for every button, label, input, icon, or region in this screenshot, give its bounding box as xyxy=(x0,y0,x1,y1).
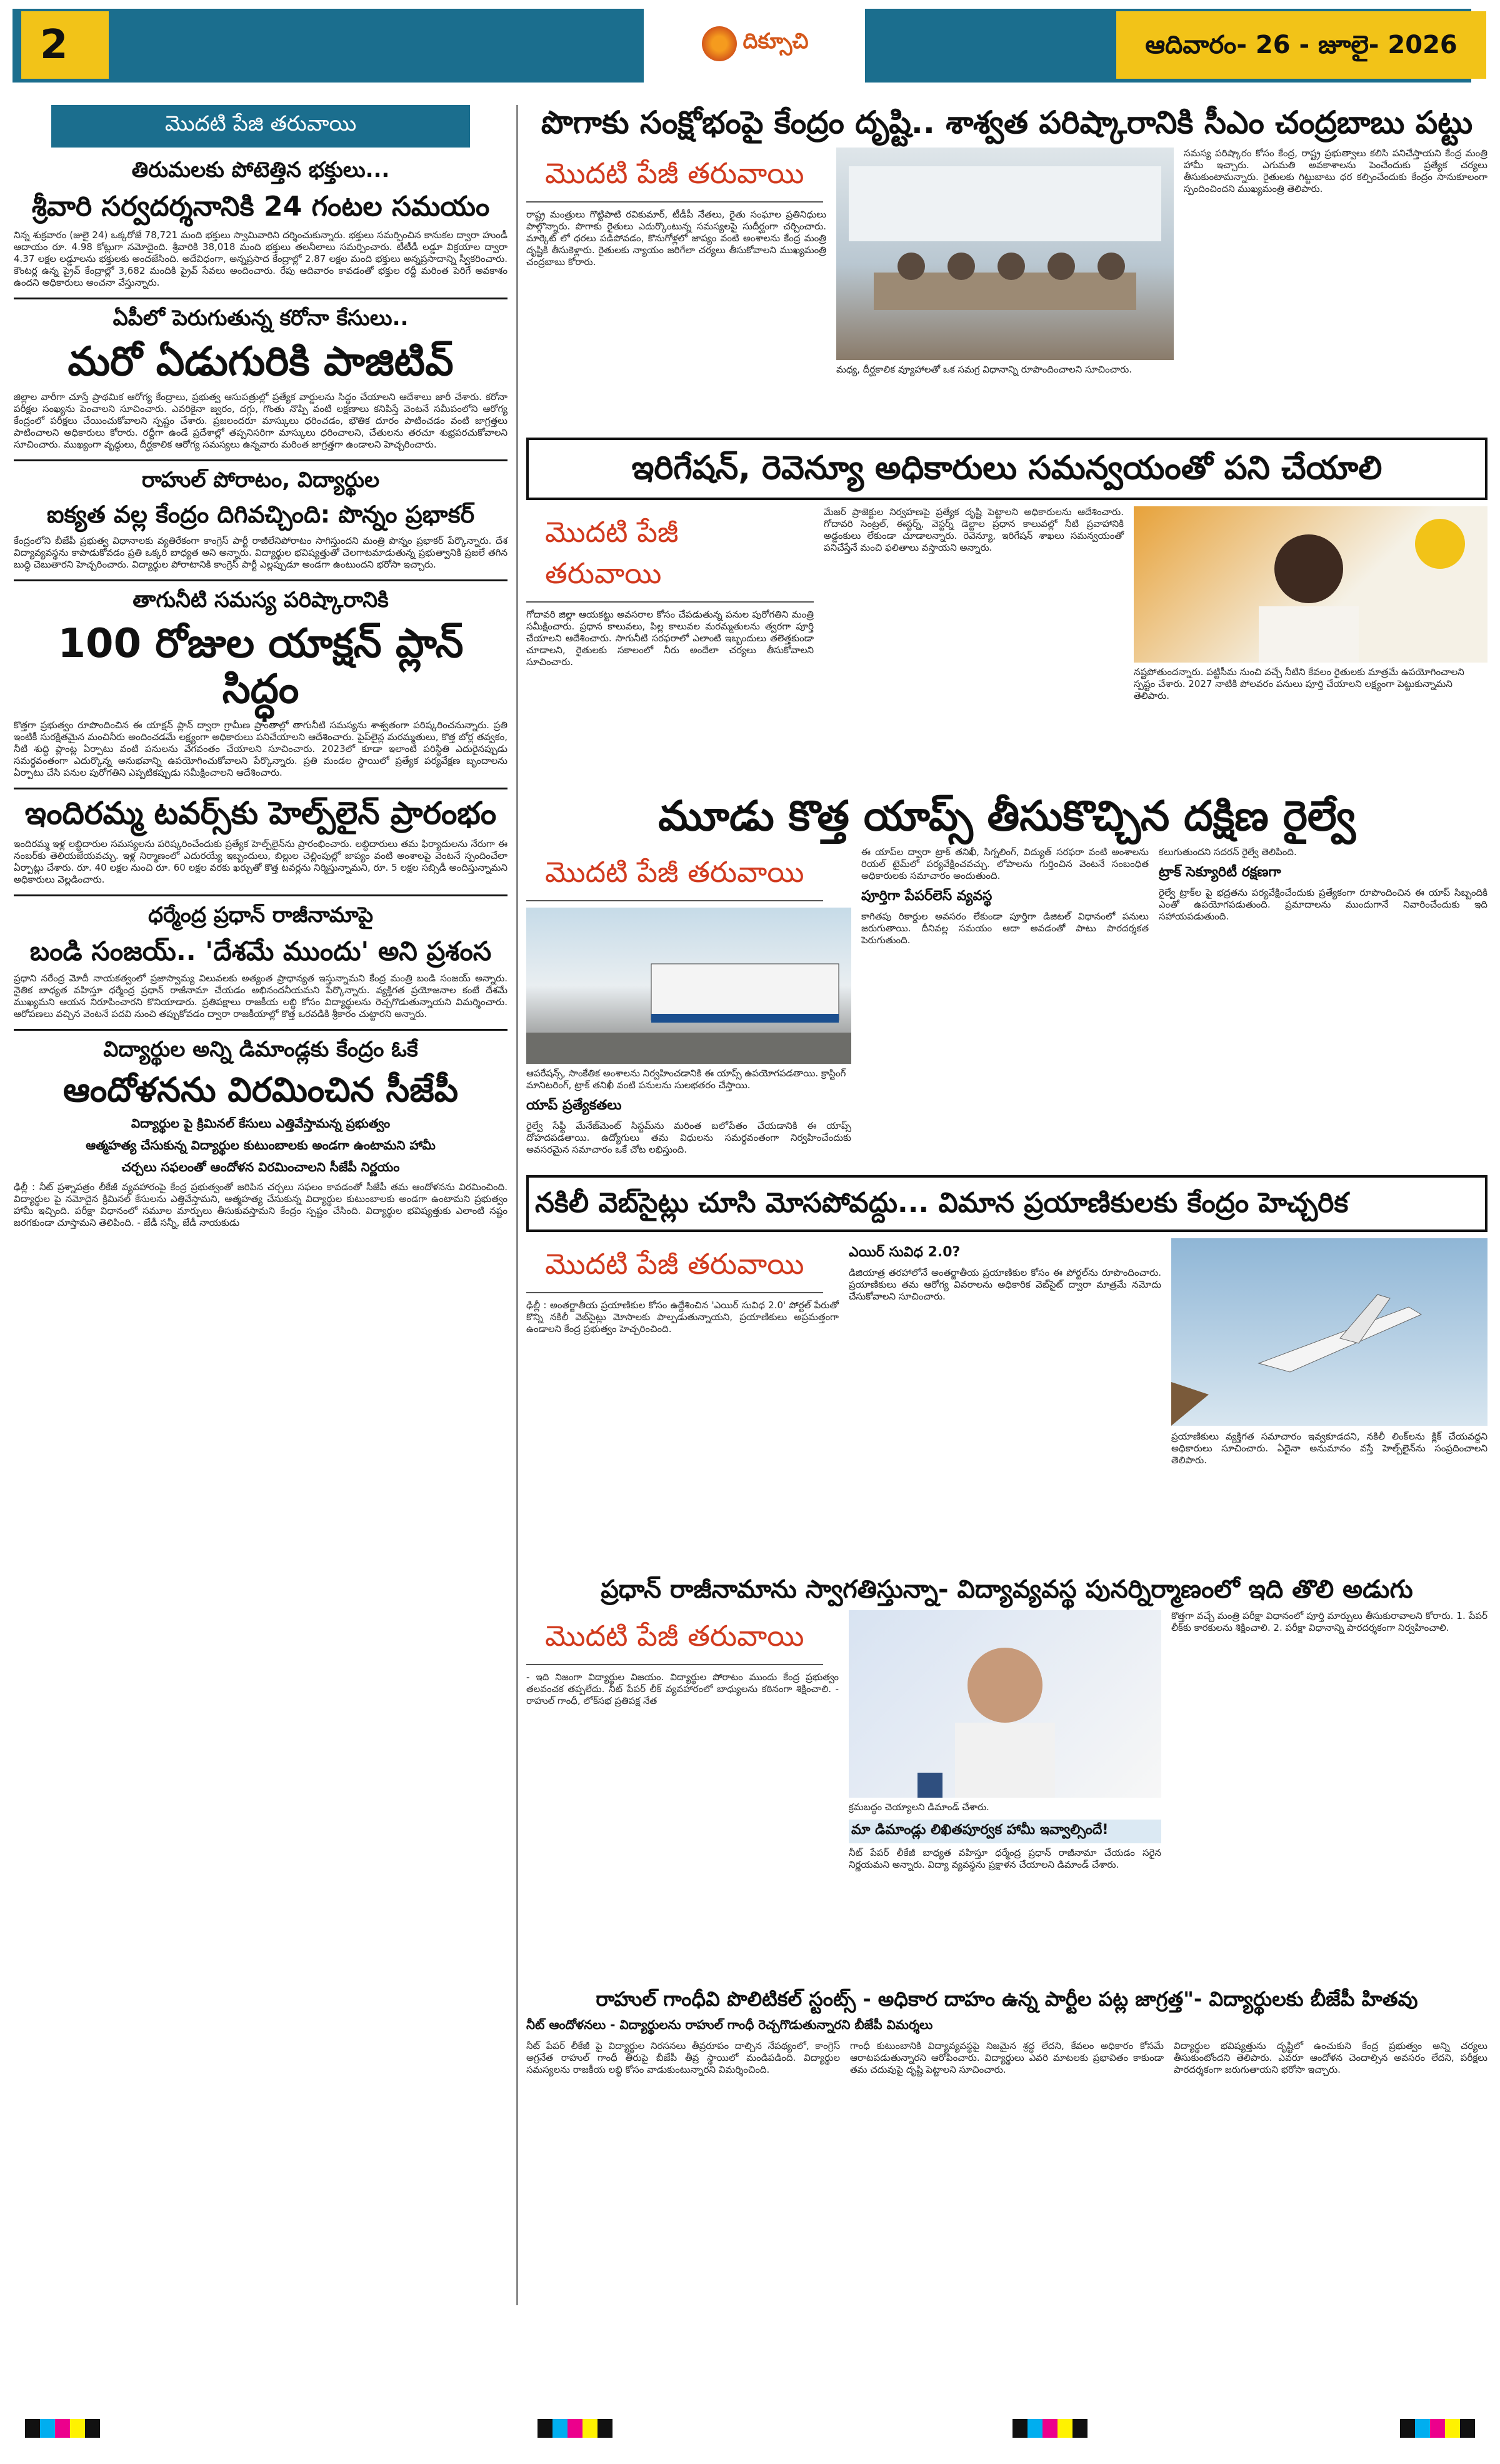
story-text: గోదావరి జిల్లా ఆయకట్టు అవసరాల కోసం చేపడుతున్న పనుల పురోగతిని మంత్రి సమీక్షించారు. ప్రధాన కాలువలు, పిల్ల కాలువల మరమ్మతులను త్వరగా పూర్తి చేయాలని ఆదేశించారు. సాగునీటి సరఫరాలో ఎలాంటి ఇబ్బందులు తలెత్తకుండా చూడాలని, రైతులకు సకాలంలో నీరు అందేలా చర్యలు తీసుకోవాలని సూచించారు. xyxy=(526,608,814,668)
divider xyxy=(14,788,508,789)
story-subkicker: విద్యార్థుల పై క్రిమినల్ కేసులు ఎత్తివేస్తామన్న ప్రభుత్వం xyxy=(131,1115,391,1131)
story-headline: ఆందోళనను విరమించిన సీజేపీ xyxy=(62,1069,459,1109)
story-bjp-warning xyxy=(526,1988,1488,2388)
train-illustration xyxy=(526,908,851,1064)
left-column xyxy=(14,105,508,2305)
story-text: రైల్వే సేఫ్టీ మేనేజ్‌మెంట్ సిస్టమ్‌ను మరింత బలోపేతం చేయడానికి ఈ యాప్స్ దోహదపడతాయి. ఉద్యోగులు తమ విధులను సమర్థవంతంగా నిర్వహించేందుకు అవసరమైన సమాచారం ఒకే చోట లభిస్తుంది. xyxy=(526,1119,851,1155)
story-irrigation xyxy=(526,438,1488,750)
story-headline: శ్రీవారి సర్వదర్శనానికి 24 గంటల సమయం xyxy=(31,191,490,223)
story-text: ఢిల్లీ : అంతర్జాతీయ ప్రయాణికుల కోసం ఉద్దేశించిన 'ఎయిర్ సువిధ 2.0' పోర్టల్ పేరుతో కొన్ని నకిలీ వెబ్‌సైట్లు మోసాలకు పాల్పడుతున్నాయని, ప్రయాణికులు అప్రమత్తంగా ఉండాలని కేంద్ర ప్రభుత్వం హెచ్చరించింది. xyxy=(526,1299,839,1335)
story-fake-websites xyxy=(526,1175,1488,1575)
photo-caption: క్రమబద్ధం చెయ్యాలని డిమాండ్ చేశారు. xyxy=(849,1801,989,1813)
subheading: యాప్ ప్రత్యేకతలు xyxy=(526,1097,622,1113)
minister-photo xyxy=(1134,506,1488,663)
issue-date: ఆదివారం- 26 - జూలై- 2026 xyxy=(1116,11,1486,79)
story-text: రైల్వే ట్రాక్‌ల పై భద్రతను పర్యవేక్షించేందుకు ప్రత్యేకంగా రూపొందించిన ఈ యాప్ సిబ్బందికి ఎంతో ఉపయోగపడుతుంది. ప్రమాదాలను ముందుగానే నివారించేందుకు ఇది సహాయపడుతుంది. xyxy=(1159,886,1488,922)
story-headline: ఇందిరమ్మ టవర్స్‌కు హెల్ప్‌లైన్ ప్రారంభం xyxy=(24,795,497,832)
photo-caption: ఆపరేషన్స్, సాంకేతిక అంశాలను నిర్వహించడానికి ఈ యాప్స్ ఉపయోగపడతాయి. క్రాస్టింగ్ మానిటరింగ్, ట్రాక్ తనిఖీ వంటి పనులను సులభతరం చేస్తాయి. xyxy=(526,1067,846,1091)
story-text: నీట్ పేపర్ లీకేజీ పై విద్యార్థుల నిరసనలు తీవ్రరూపం దాల్చిన నేపథ్యంలో, కాంగ్రెస్ అగ్రనేత రాహుల్ గాంధీ తీరుపై బీజేపీ తీవ్ర స్థాయిలో మండిపడింది. విద్యార్థుల సమస్యలను రాజకీయ లబ్ధి కోసం వాడుకుంటున్నారని విమర్శించింది. xyxy=(526,2040,840,2075)
color-bar xyxy=(538,2419,612,2438)
left-story-bandi xyxy=(14,903,508,1020)
subheading: నీట్ ఆందోళనలు - విద్యార్థులను రాహుల్ గాంధీ రెచ్చగొడుతున్నారని బీజేపీ విమర్శలు xyxy=(526,2016,933,2032)
story-tobacco xyxy=(526,105,1488,443)
story-headline: పొగాకు సంక్షోభంపై కేంద్రం దృష్టి.. శాశ్వత పరిష్కారానికి సీఎం చంద్రబాబు పట్టు xyxy=(541,104,1473,141)
divider xyxy=(14,894,508,896)
subheading: పూర్తిగా పేపర్‌లెస్ వ్యవస్థ xyxy=(861,888,992,904)
story-headline: ప్రధాన్ రాజీనామాను స్వాగతిస్తున్నా- విద్యావ్యవస్థ పునర్నిర్మాణంలో ఇది తొలి అడుగు xyxy=(601,1575,1413,1604)
left-story-ponnam xyxy=(14,468,508,571)
story-headline: రాహుల్ గాంధీవి పొలిటికల్ స్టంట్స్ - అధికార దాహం ఉన్న పార్టీల పట్ల జాగ్రత్త"- విద్యార్థులకు బీజేపీ హితవు xyxy=(596,1987,1418,2011)
color-bar xyxy=(1400,2419,1475,2438)
story-body: ప్రధాని నరేంద్ర మోదీ నాయకత్వంలో ప్రజాస్వామ్య విలువలకు అత్యంత ప్రాధాన్యత ఇస్తున్నామని కేంద్ర మంత్రి బండి సంజయ్ అన్నారు. నైతిక బాధ్యత వహిస్తూ ధర్మేంద్ర ప్రధాన్ రాజీనామా చేయడం అభినందనీయమని పేర్కొన్నారు. వ్యక్తిగత ప్రయోజనాల కంటే దేశమే ముఖ్యమని ఆయన నిరూపించారని కొనియాడారు. ప్రతిపక్షాలు రాజకీయ లబ్ధి కోసం విద్యార్థులను రెచ్చగొడుతున్నాయని విమర్శించారు. ఆరోపణలు వచ్చిన వెంటనే పదవి నుంచి తప్పుకోవడం ద్వారా రాజకీయాల్లో కొత్త ఒరవడికి శ్రీకారం చుట్టారని అన్నారు. xyxy=(14,972,508,1019)
story-kicker: తిరుమలకు పోటెత్తిన భక్తులు... xyxy=(131,158,390,183)
continued-tag: మొదటి పేజీ తరువాయి xyxy=(526,853,823,901)
left-story-water xyxy=(14,588,508,779)
story-text: సమస్య పరిష్కారం కోసం కేంద్ర, రాష్ట్ర ప్రభుత్వాలు కలిసి పనిచేస్తాయని కేంద్ర మంత్రి హామీ ఇచ్చారు. ఎగుమతి అవకాశాలను పెంచేందుకు ప్రత్యేక చర్యలు తీసుకుంటామన్నారు. రైతులకు గిట్టుబాటు ధర కల్పించేందుకు కేంద్రం సానుకూలంగా స్పందించిందని ముఖ్యమంత్రి తెలిపారు. xyxy=(1184,147,1488,194)
story-headline: మూడు కొత్త యాప్స్ తీసుకొచ్చిన దక్షిణ రైల్వే xyxy=(658,792,1356,840)
story-text: డిజియాత్ర తరహాలోనే అంతర్జాతీయ ప్రయాణికుల కోసం ఈ పోర్టల్‌ను రూపొందించారు. ప్రయాణికులు తమ ఆరోగ్య వివరాలను అధికారిక వెబ్‌సైట్ ద్వారా మాత్రమే నమోదు చేసుకోవాలని సూచించారు. xyxy=(849,1266,1161,1302)
compass-logo-icon xyxy=(702,26,737,61)
color-bar xyxy=(25,2419,100,2438)
story-headline: బండి సంజయ్‌.. 'దేశమే ముందు' అని ప్రశంస xyxy=(29,935,492,966)
continued-tag: మొదటి పేజీ తరువాయి xyxy=(526,1616,823,1665)
story-kicker: తాగునీటి సమస్య పరిష్కారానికి xyxy=(132,587,389,613)
left-story-indiramma xyxy=(14,796,508,886)
divider xyxy=(14,1029,508,1031)
story-headline: నకిలీ వెబ్‌సైట్లు చూసి మోసపోవద్దు... విమాన ప్రయాణికులకు కేంద్రం హెచ్చరిక xyxy=(526,1175,1488,1232)
story-text: గాంధీ కుటుంబానికి విద్యావ్యవస్థపై నిజమైన శ్రద్ధ లేదని, కేవలం అధికారం కోసమే ఆరాటపడుతున్నారని ఆరోపించారు. విద్యార్థులు ఎవరి మాటలకు ప్రభావితం కాకుండా తమ చదువుపై దృష్టి పెట్టాలని సూచించారు. xyxy=(850,2040,1164,2075)
color-bar xyxy=(1012,2419,1088,2438)
print-registration-marks xyxy=(0,2419,1500,2456)
story-kicker: విద్యార్థుల అన్ని డిమాండ్లకు కేంద్రం ఓకే xyxy=(103,1036,418,1062)
left-story-tirumala xyxy=(14,158,508,289)
story-body: జిల్లాల వారీగా చూస్తే ప్రాథమిక ఆరోగ్య కేంద్రాలు, ప్రభుత్వ ఆసుపత్రుల్లో ప్రత్యేక వార్డులను సిద్ధం చేయాలని ఆదేశాలు జారీ చేశారు. కరోనా పరీక్షల సంఖ్యను పెంచాలని సూచించారు. ఎవరికైనా జ్వరం, దగ్గు, గొంతు నొప్పి వంటి లక్షణాలు కనిపిస్తే వెంటనే సమీపంలోని ఆరోగ్య కేంద్రంలో పరీక్షలు చేయించుకోవాలని స్పష్టం చేశారు. ప్రజలందరూ మాస్కులు ధరించడం, భౌతిక దూరం పాటించడం వంటి జాగ్రత్తలు పాటించాలని అధికారులు కోరారు. రద్దీగా ఉండే ప్రదేశాల్లో తప్పనిసరిగా మాస్కులు ధరించాలని, చేతులను తరచూ శుభ్రపరచుకోవాలని సూచించారు. ముఖ్యంగా వృద్ధులు, దీర్ఘకాలిక ఆరోగ్య సమస్యలు ఉన్నవారు మరింత జాగ్రత్తగా ఉండాలని హెచ్చరించారు. xyxy=(14,391,508,451)
train-photo xyxy=(526,908,851,1064)
story-text: కొత్తగా వచ్చే మంత్రి పరీక్షా విధానంలో పూర్తి మార్పులు తీసుకురావాలని కోరారు. 1. పేపర్ లీక్‌కు కారకులను శిక్షించాలి. 2. పరీక్షా విధానాన్ని పారదర్శకంగా నిర్వహించాలి. xyxy=(1171,1610,1488,1633)
rahul-photo xyxy=(849,1610,1161,1798)
story-railway-apps xyxy=(526,792,1488,1155)
minister-illustration xyxy=(1134,506,1484,663)
story-text: ఈ యాప్‌ల ద్వారా ట్రాక్ తనిఖీ, సిగ్నలింగ్, విద్యుత్ సరఫరా వంటి అంశాలను రియల్ టైమ్‌లో పర్యవేక్షించవచ్చు. లోపాలను గుర్తించిన వెంటనే సంబంధిత అధికారులకు సమాచారం అందుతుంది. xyxy=(861,846,1149,881)
column-separator xyxy=(516,105,518,2305)
continued-tag: మొదటి పేజీ తరువాయి xyxy=(526,513,814,603)
story-headline: ఇరిగేషన్, రెవెన్యూ అధికారులు సమన్వయంతో పని చేయాలి xyxy=(526,438,1488,500)
story-text: ప్రయాణికులు వ్యక్తిగత సమాచారం ఇవ్వకూడదని, నకిలీ లింక్‌లను క్లిక్ చేయవద్దని అధికారులు సూచించారు. ఏదైనా అనుమానం వస్తే హెల్ప్‌లైన్‌ను సంప్రదించాలని తెలిపారు. xyxy=(1171,1430,1488,1466)
continued-tag: మొదటి పేజీ తరువాయి xyxy=(526,154,823,203)
story-subkicker: చర్చలు సఫలంతో ఆందోళన విరమించాలని సీజేపీ నిర్ణయం xyxy=(121,1159,400,1174)
rahul-illustration xyxy=(849,1610,1161,1798)
story-body: కేంద్రంలోని బీజేపీ ప్రభుత్వ విధానాలకు వ్యతిరేకంగా కాంగ్రెస్ పార్టీ రాజీలేనిపోరాటం సాగిస్తుందని మంత్రి పొన్నం ప్రభాకర్ పేర్కొన్నారు. దేశ విద్యావ్యవస్థను కాపాడుకోవడం ప్రతి ఒక్కరి బాధ్యత అని అన్నారు. విద్యార్థుల భవిష్యత్తుతో చెలగాటమాడుతున్న ప్రభుత్వానికి ప్రజలే తగిన బుద్ధి చెబుతారని హెచ్చరించారు. విద్యార్థుల పోరాటానికి కాంగ్రెస్ పార్టీ ఎల్లప్పుడూ అండగా ఉంటుందని భరోసా ఇచ్చారు. xyxy=(14,534,508,570)
story-headline: 100 రోజుల యాక్షన్ ప్లాన్ సిద్ధం xyxy=(58,620,464,713)
divider xyxy=(14,579,508,581)
section-banner: మొదటి పేజి తరువాయి xyxy=(51,105,470,148)
story-text: కాగితపు రికార్డుల అవసరం లేకుండా పూర్తిగా డిజిటల్ విధానంలో పనులు జరుగుతాయి. దీనివల్ల సమయం ఆదా అవడంతో పాటు పారదర్శకత పెరుగుతుంది. xyxy=(861,910,1149,946)
story-text: విద్యార్థుల భవిష్యత్తును దృష్టిలో ఉంచుకుని కేంద్ర ప్రభుత్వం అన్ని చర్యలు తీసుకుంటోందని తెలిపారు. ఎవరూ ఆందోళన చెందాల్సిన అవసరం లేదని, పరీక్షలు పారదర్శకంగా జరుగుతాయని భరోసా ఇచ్చారు. xyxy=(1174,2040,1488,2075)
logo-text: దిక్సూచి xyxy=(742,29,809,54)
story-text: రాష్ట్ర మంత్రులు గొట్టిపాటి రవికుమార్, టీడీపీ నేతలు, రైతు సంఘాల ప్రతినిధులు పాల్గొన్నారు. పొగాకు రైతులు ఎదుర్కొంటున్న సమస్యలపై సుదీర్ఘంగా చర్చించారు. మార్కెట్ లో ధరలు పడిపోవడం, కొనుగోళ్లలో జాప్యం వంటి అంశాలను కేంద్ర మంత్రి దృష్టికి తీసుకెళ్లారు. రైతులకు న్యాయం జరిగేలా చర్యలు తీసుకోవాలని ముఖ్యమంత్రి చంద్రబాబు కోరారు. xyxy=(526,208,826,268)
photo-caption: నష్టపోతుందన్నారు. పట్టిసీమ నుంచి వచ్చే నీటిని కేవలం రైతులకు మాత్రమే ఉపయోగించాలని స్పష్టం చేశారు. 2027 నాటికి పోలవరం పనులు పూర్తి చేయాలని లక్ష్యంగా పెట్టుకున్నామని తెలిపారు. xyxy=(1134,666,1464,701)
story-body: కొత్తగా ప్రభుత్వం రూపొందించిన ఈ యాక్షన్ ప్లాన్ ద్వారా గ్రామీణ ప్రాంతాల్లో తాగునీటి సమస్యను శాశ్వతంగా పరిష్కరించనున్నారు. ప్రతి ఇంటికీ సురక్షితమైన మంచినీరు అందించడమే లక్ష్యంగా అధికారులు పనిచేయాలని ఆదేశించారు. పైప్‌లైన్ల మరమ్మతులు, కొత్త బోర్ల తవ్వకం, నీటి శుద్ధి ప్లాంట్ల ఏర్పాటు వంటి పనులను వేగవంతం చేయాలని సూచించారు. 2023లో కూడా ఇలాంటి పరిస్థితి ఎదురైనప్పుడు సమర్థవంతంగా ఎదుర్కొన్న అనుభవాన్ని ఉపయోగించుకోవాలని పేర్కొన్నారు. ప్రతి మండల స్థాయిలో ప్రత్యేక పర్యవేక్షణ బృందాలను ఏర్పాటు చేసి పనుల పురోగతిని ఎప్పటికప్పుడు సమీక్షించాలని ఆదేశించారు. xyxy=(14,719,508,779)
photo-caption: మధ్య, దీర్ఘకాలిక వ్యూహాలతో ఒక సమగ్ర విధానాన్ని రూపొందించాలని సూచించారు. xyxy=(836,363,1132,375)
masthead-logo xyxy=(658,4,852,84)
subheading: ట్రాక్ సెక్యూరిటీ రక్షణగా xyxy=(1159,864,1281,880)
story-headline: మరో ఏడుగురికి పాజిటివ్ xyxy=(68,338,454,385)
divider xyxy=(14,298,508,299)
meeting-illustration xyxy=(836,148,1174,360)
airplane-photo xyxy=(1171,1238,1488,1426)
story-text: మేజర్ ప్రాజెక్టుల నిర్వహణపై ప్రత్యేక దృష్టి పెట్టాలని అధికారులను ఆదేశించారు. గోదావరి సెంట్రల్, ఈస్టర్న్, వెస్టర్న్ డెల్టాల ప్రధాన కాలువల్లో నీటి ప్రవాహానికి అడ్డంకులు లేకుండా చూడాలన్నారు. రెవెన్యూ, ఇరిగేషన్ శాఖలు సమన్వయంతో పనిచేస్తేనే మంచి ఫలితాలు వస్తాయని అన్నారు. xyxy=(824,506,1124,553)
airplane-illustration xyxy=(1171,1238,1484,1426)
continued-tag: మొదటి పేజీ తరువాయి xyxy=(526,1245,823,1293)
page-header xyxy=(0,0,1500,93)
story-body: నిన్న శుక్రవారం (జులై 24) ఒక్కరోజే 78,721 మంది భక్తులు స్వామివారిని దర్శించుకున్నారు. భక్తులు సమర్పించిన కానుకల ద్వారా హుండీ ఆదాయం రూ. 4.98 కోట్లుగా నమోదైంది. శ్రీవారికి 38,018 మంది భక్తులు తలనీలాలు సమర్పించారు. టీటీడీ లడ్డూ విక్రయాల ద్వారా 4.37 లక్షల లడ్డూలను భక్తులకు అందజేసింది. అదేవిధంగా, అన్నప్రసాద కేంద్రాల్లో 2.87 లక్షల మంది భక్తులు అన్నప్రసాదాన్ని స్వీకరించారు. కౌంటర్ల ఉన్న ప్రైవ్ కేంద్రాల్లో 3,682 మందికి ప్రైవ్ సేవలు అందించారు. రేపు ఆదివారం కావడంతో భక్తుల రద్దీ మరింత పెరిగే అవకాశం ఉందని అధికారులు అంచనా వేస్తున్నారు. xyxy=(14,229,508,288)
story-body: ఇందిరమ్మ ఇళ్ల లబ్ధిదారుల సమస్యలను పరిష్కరించేందుకు ప్రత్యేక హెల్ప్‌లైన్‌ను ప్రారంభించారు. లబ్ధిదారులు తమ ఫిర్యాదులను నేరుగా ఈ నంబర్‌కు తెలియజేయవచ్చు. ఇళ్ల నిర్మాణంలో ఎదురయ్యే ఇబ్బందులు, బిల్లుల చెల్లింపుల్లో జాప్యం వంటి అంశాలపై వెంటనే స్పందించేలా ఏర్పాట్లు చేశారు. రూ. 40 లక్షల నుంచి రూ. 60 లక్షల వరకు ఖర్చుతో కొత్త టవర్లను నిర్మిస్తున్నామని, రూ. 5 లక్షల సబ్సిడీ అందిస్తున్నామని అధికారులు వెల్లడించారు. xyxy=(14,838,508,885)
meeting-photo xyxy=(836,148,1174,360)
subheading: మా డిమాండ్లు లిఖితపూర్వక హామీ ఇవ్వాల్సిందే! xyxy=(849,1820,1161,1843)
story-kicker: ఏపీలో పెరుగుతున్న కరోనా కేసులు.. xyxy=(112,305,409,331)
divider xyxy=(14,459,508,461)
left-story-cjp xyxy=(14,1037,508,1229)
story-kicker: ధర్మేంద్ర ప్రధాన్ రాజీనామాపై xyxy=(148,902,374,928)
story-body: ఢిల్లీ : నీట్ ప్రశ్నాపత్రం లీకేజీ వ్యవహారంపై కేంద్ర ప్రభుత్వంతో జరిపిన చర్చలు సఫలం కావడంతో సీజేపీ తమ ఆందోళనను విరమించింది. విద్యార్థుల పై నమోదైన క్రిమినల్ కేసులను ఎత్తివేస్తామని, ఆత్మహత్య చేసుకున్న విద్యార్థుల కుటుంబాలకు అండగా ఉంటామని ప్రభుత్వం హామీ ఇచ్చింది. పరీక్షా విధానంలో సమూల మార్పులు తీసుకువస్తామని కేంద్రం స్పష్టం చేసింది. విద్యార్థుల భవిష్యత్తుకు ఎలాంటి నష్టం జరగకుండా చూస్తామని తెలిపింది. - జేడీ సన్నీ, జేడీ నాయకుడు xyxy=(14,1181,508,1228)
left-story-corona xyxy=(14,306,508,451)
page-number: 2 xyxy=(21,11,109,79)
story-rahul-welcome xyxy=(526,1575,1488,1975)
story-kicker: రాహుల్ పోరాటం, విద్యార్థుల xyxy=(141,468,380,493)
story-text: - ఇది నిజంగా విద్యార్థుల విజయం. విద్యార్థుల పోరాటం ముందు కేంద్ర ప్రభుత్వం తలవంచక తప్పలేదు. నీట్ పేపర్ లీక్ వ్యవహారంలో బాధ్యులను కఠినంగా శిక్షించాలి. - రాహుల్ గాంధీ, లోక్‌సభ ప్రతిపక్ష నేత xyxy=(526,1671,839,1706)
story-text: నీట్ పేపర్ లీకేజీ బాధ్యత వహిస్తూ ధర్మేంద్ర ప్రధాన్ రాజీనామా చేయడం సరైన నిర్ణయమని అన్నారు. విద్యా వ్యవస్థను ప్రక్షాళన చేయాలని డిమాండ్ చేశారు. xyxy=(849,1847,1161,1870)
story-headline: ఐక్యత వల్ల కేంద్రం దిగివచ్చింది: పొన్నం ప్రభాకర్ xyxy=(46,501,475,529)
story-text: కలుగుతుందని సదరన్ రైల్వే తెలిపింది. xyxy=(1159,846,1297,858)
story-subkicker: ఆత్మహత్య చేసుకున్న విద్యార్థుల కుటుంబాలకు అండగా ఉంటామని హామీ xyxy=(86,1137,436,1153)
subheading: ఎయిర్ సువిధ 2.0? xyxy=(849,1244,961,1260)
